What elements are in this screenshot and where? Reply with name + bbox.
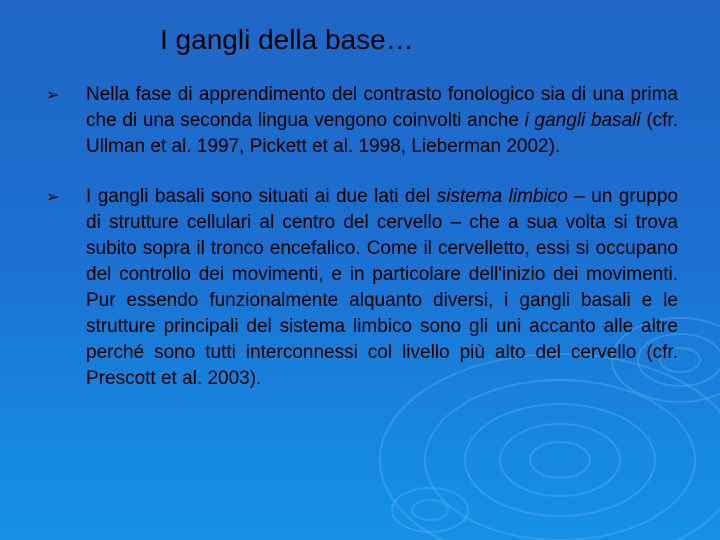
bullet-list [46, 82, 680, 416]
italic-term: sistema limbico [436, 186, 568, 207]
bullet-item [46, 82, 680, 160]
bullet-text-part: I gangli basali sono situati ai due lati del [86, 186, 437, 207]
bullet-text-part: – un gruppo di strutture cellulari al centro del cervello – che a sua volta si trova subito sopra il tronco encefalico. Come il cervelletto, essi si occupano del controllo dei movimenti, e in particolare dell'inizio dei movimenti. Pur essendo funzionalmente alquanto diversi, i gangli basali e le strutture principali del sistema limbico sono gli uni accanto alle altre perché sono tutti interconnessi col livello più alto del cervello (cfr. Prescott et al. 2003). [86, 186, 678, 389]
bullet-text-part: Nella fase di apprendimento del contrasto fonologico sia di una prima che di una seconda lingua vengono coinvolti anche [86, 84, 678, 131]
bullet-text [86, 184, 678, 392]
bullet-text [86, 82, 678, 160]
bullet-item [46, 184, 680, 392]
bullet-text-part: (cfr. Ullman et al. 1997, Pickett et al. 1998, Lieberman 2002). [86, 110, 678, 157]
arrow-bullet-icon: ➢ [46, 189, 60, 206]
italic-term: i gangli basali [524, 110, 641, 131]
slide-title: I gangli della base… [160, 24, 414, 55]
arrow-bullet-icon: ➢ [46, 87, 60, 104]
